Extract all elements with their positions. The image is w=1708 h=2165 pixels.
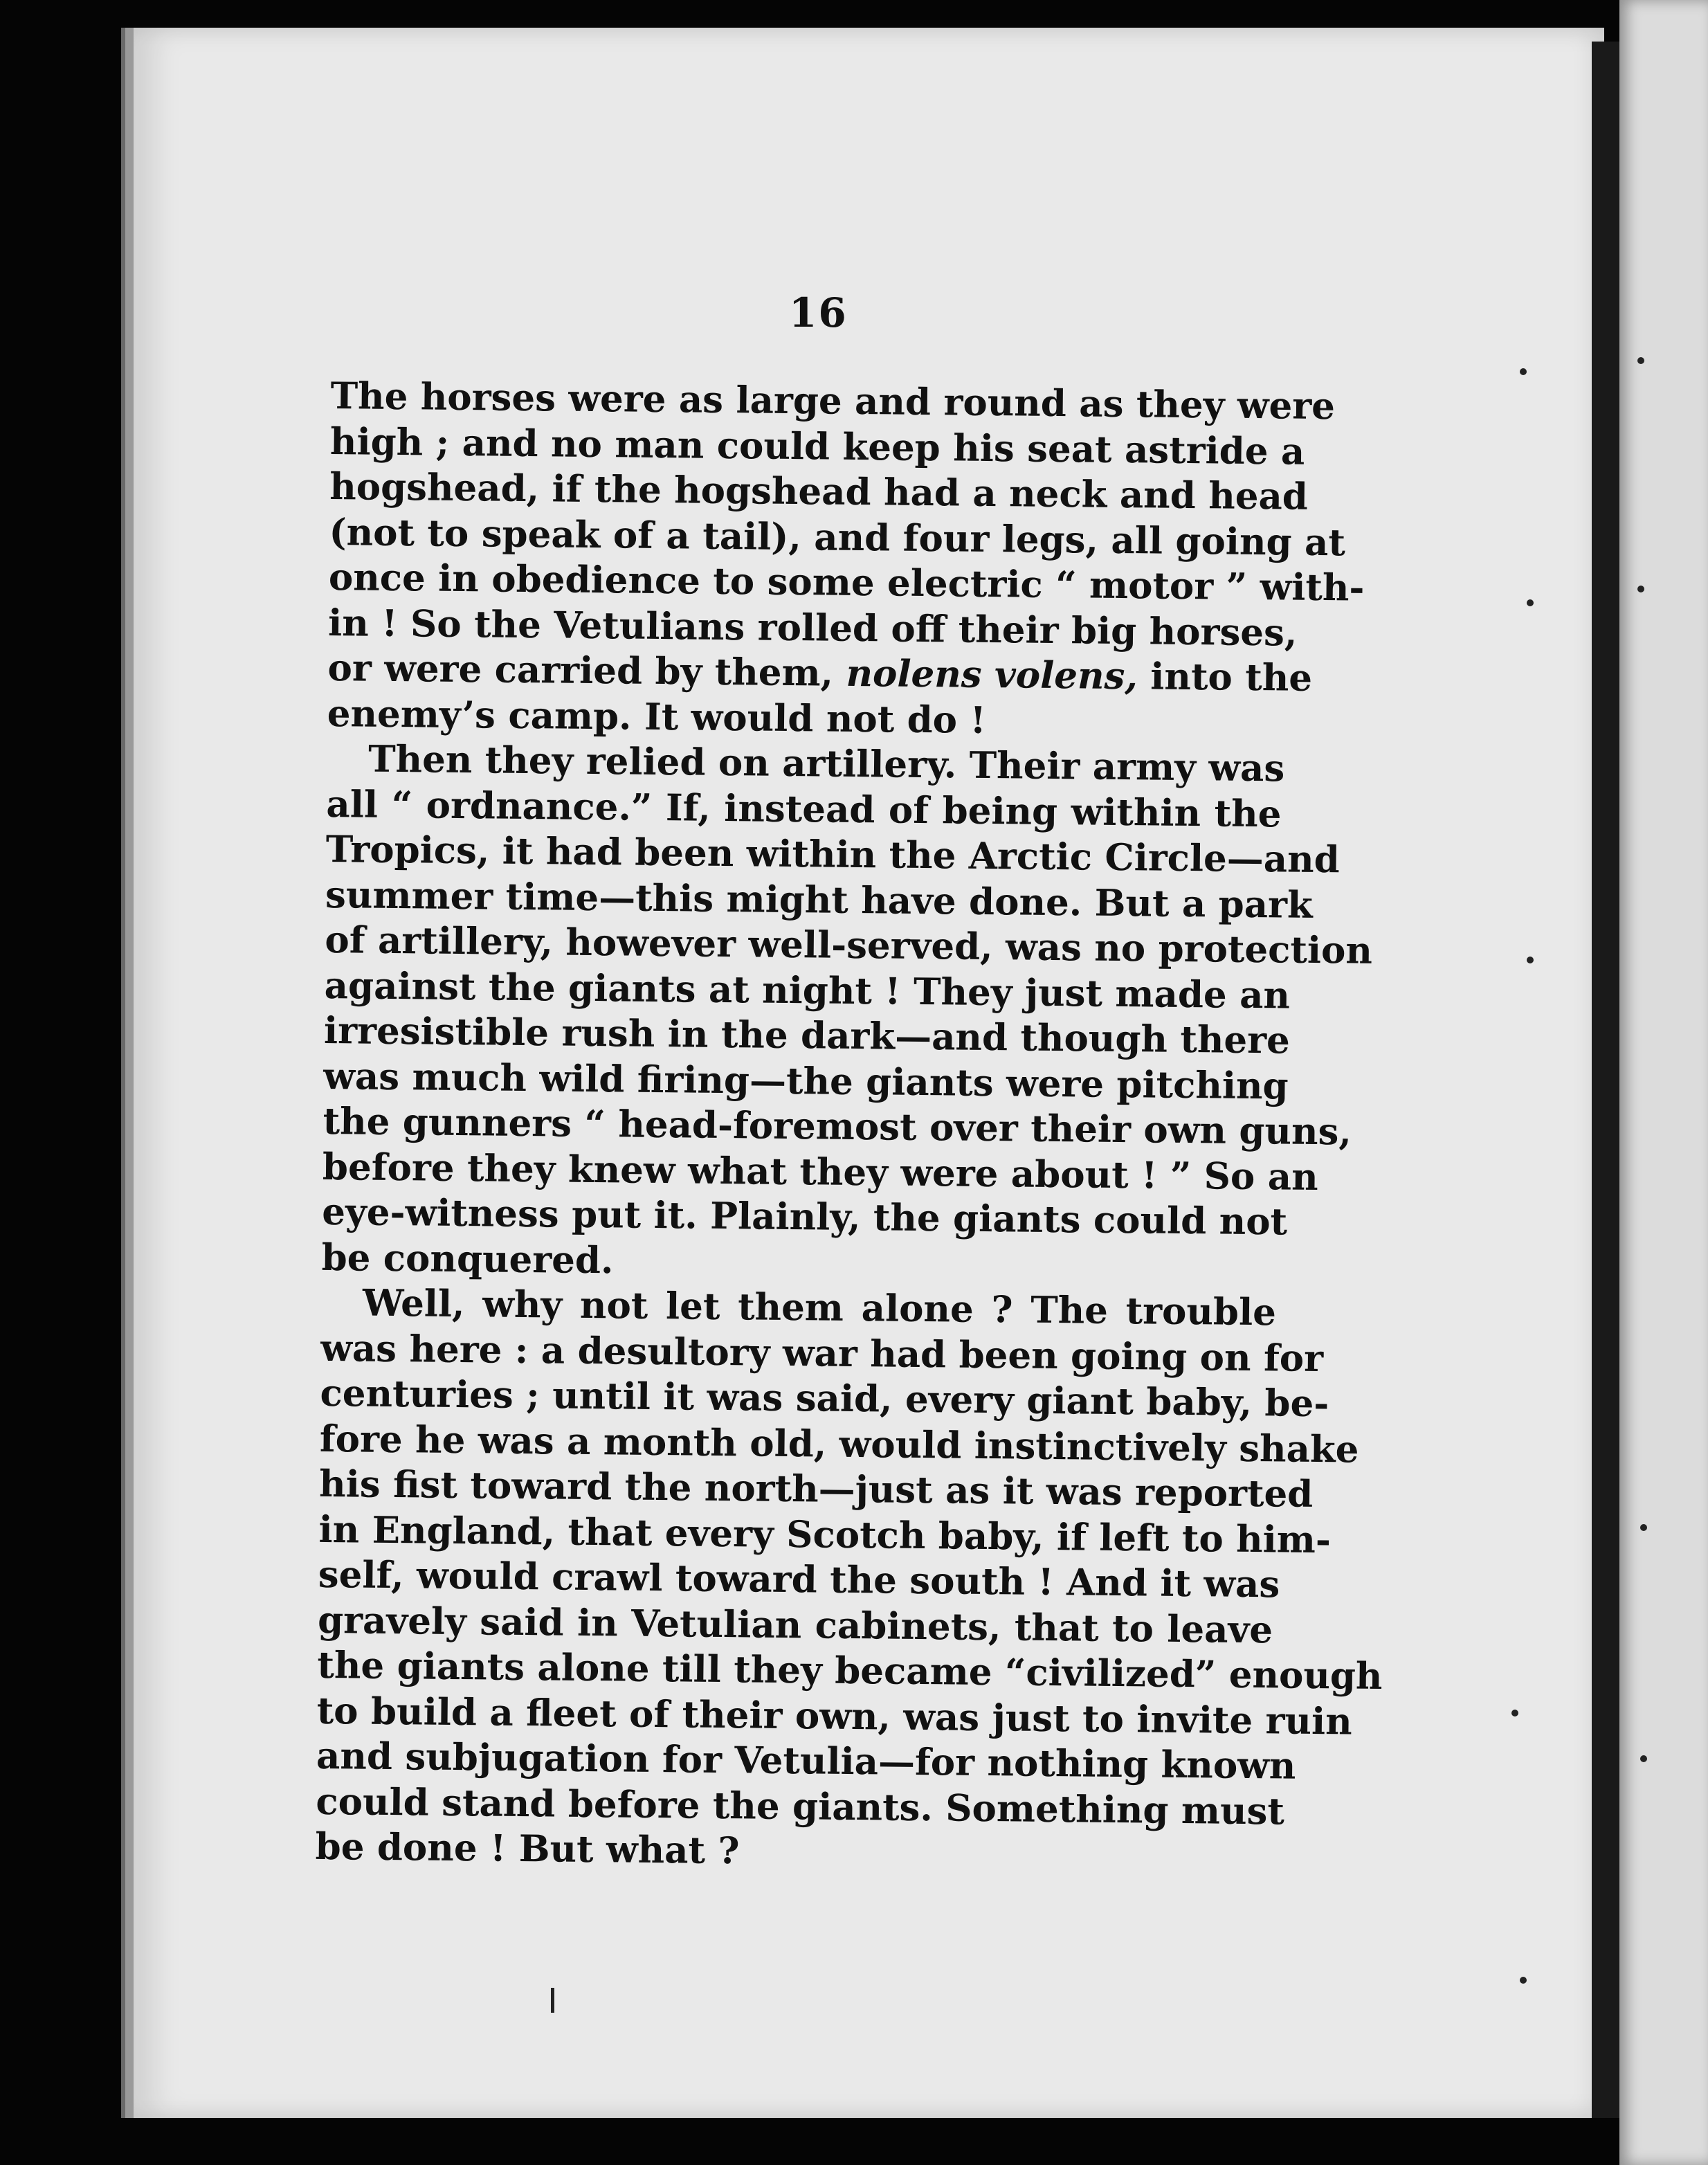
text-line: of artillery, however well-served, was no protection (325, 918, 1373, 972)
text-line: (not to speak of a tail), and four legs, all going at (329, 510, 1346, 564)
text-line: summer time—this might have done. But a park (325, 873, 1314, 927)
paragraph-3 (315, 1280, 1383, 1880)
scan-speck (1637, 357, 1644, 364)
text-line: self, would crawl toward the south ! And it was (318, 1552, 1280, 1606)
book-gutter (1592, 42, 1619, 2118)
text-line: be conquered. (321, 1235, 614, 1282)
text-line: Tropics, it had been within the Arctic Circle—and (325, 827, 1341, 882)
text-line: in ! So the Vetulians rolled off their big horses, (327, 601, 1298, 655)
text-line: Then they relied on artillery. Their army was (367, 737, 1285, 790)
adjacent-page-edge (1619, 0, 1708, 2165)
text-line: eye-witness put it. Plainly, the giants could not (321, 1190, 1288, 1244)
text-line: to build a fleet of their own, was just to invite ruin (316, 1689, 1353, 1743)
scan-speck (1640, 1524, 1647, 1531)
paragraph-1 (327, 374, 1365, 746)
text-line: could stand before the giants. Something must (316, 1779, 1285, 1833)
text-line: enemy’s camp. It would not do ! (327, 691, 987, 742)
text-line: centuries ; until it was said, every giant baby, be- (320, 1371, 1329, 1426)
scan-speck (1527, 957, 1534, 963)
scan-speck (1640, 1755, 1647, 1762)
page-edge (121, 28, 125, 2118)
text-line: The horses were as large and round as they were (330, 374, 1336, 428)
text-line: be done ! But what ? (315, 1824, 740, 1873)
text-line: once in obedience to some electric “ motor ” with- (328, 555, 1365, 610)
text-line: the giants alone till they became “civilized” enough (317, 1643, 1383, 1699)
text-line: all “ ordnance.” If, instead of being within the (326, 782, 1282, 835)
scan-speck (1637, 586, 1644, 592)
text-line: high ; and no man could keep his seat astride a (329, 419, 1305, 473)
text-line: was much wild firing—the giants were pitching (323, 1054, 1289, 1108)
text-line: gravely said in Vetulian cabinets, that to leave (317, 1598, 1273, 1651)
text-line: in England, that every Scotch baby, if left to him- (318, 1507, 1332, 1561)
text-line: before they knew what they were about ! ” So an (322, 1145, 1319, 1199)
scan-speck (1520, 1977, 1527, 1984)
text-line: fore he was a month old, would instinctively shake (319, 1417, 1359, 1471)
text-line: Well, why not let them alone ? The trouble (362, 1281, 1277, 1334)
scan-speck (1520, 368, 1527, 375)
page-number: 16 (789, 289, 848, 336)
scan-speck (1511, 1710, 1518, 1716)
stray-mark (551, 1988, 554, 2013)
text-line: was here : a desultory war had been going on for (320, 1326, 1324, 1380)
text-line: his fist toward the north—just as it was reported (318, 1462, 1314, 1516)
text-line: or were carried by them, nolens volens, into the (327, 646, 1313, 700)
text-line: hogshead, if the hogshead had a neck and head (329, 464, 1309, 518)
text-line: against the giants at night ! They just made an (324, 963, 1291, 1017)
text-line: the gunners “ head-foremost over their own guns, (322, 1099, 1352, 1154)
text-line: irresistible rush in the dark—and though there (323, 1008, 1291, 1062)
scan-speck (1527, 599, 1534, 606)
text-line: and subjugation for Vetulia—for nothing known (316, 1734, 1296, 1788)
paragraph-2 (321, 736, 1373, 1290)
body-text (315, 374, 1383, 1880)
